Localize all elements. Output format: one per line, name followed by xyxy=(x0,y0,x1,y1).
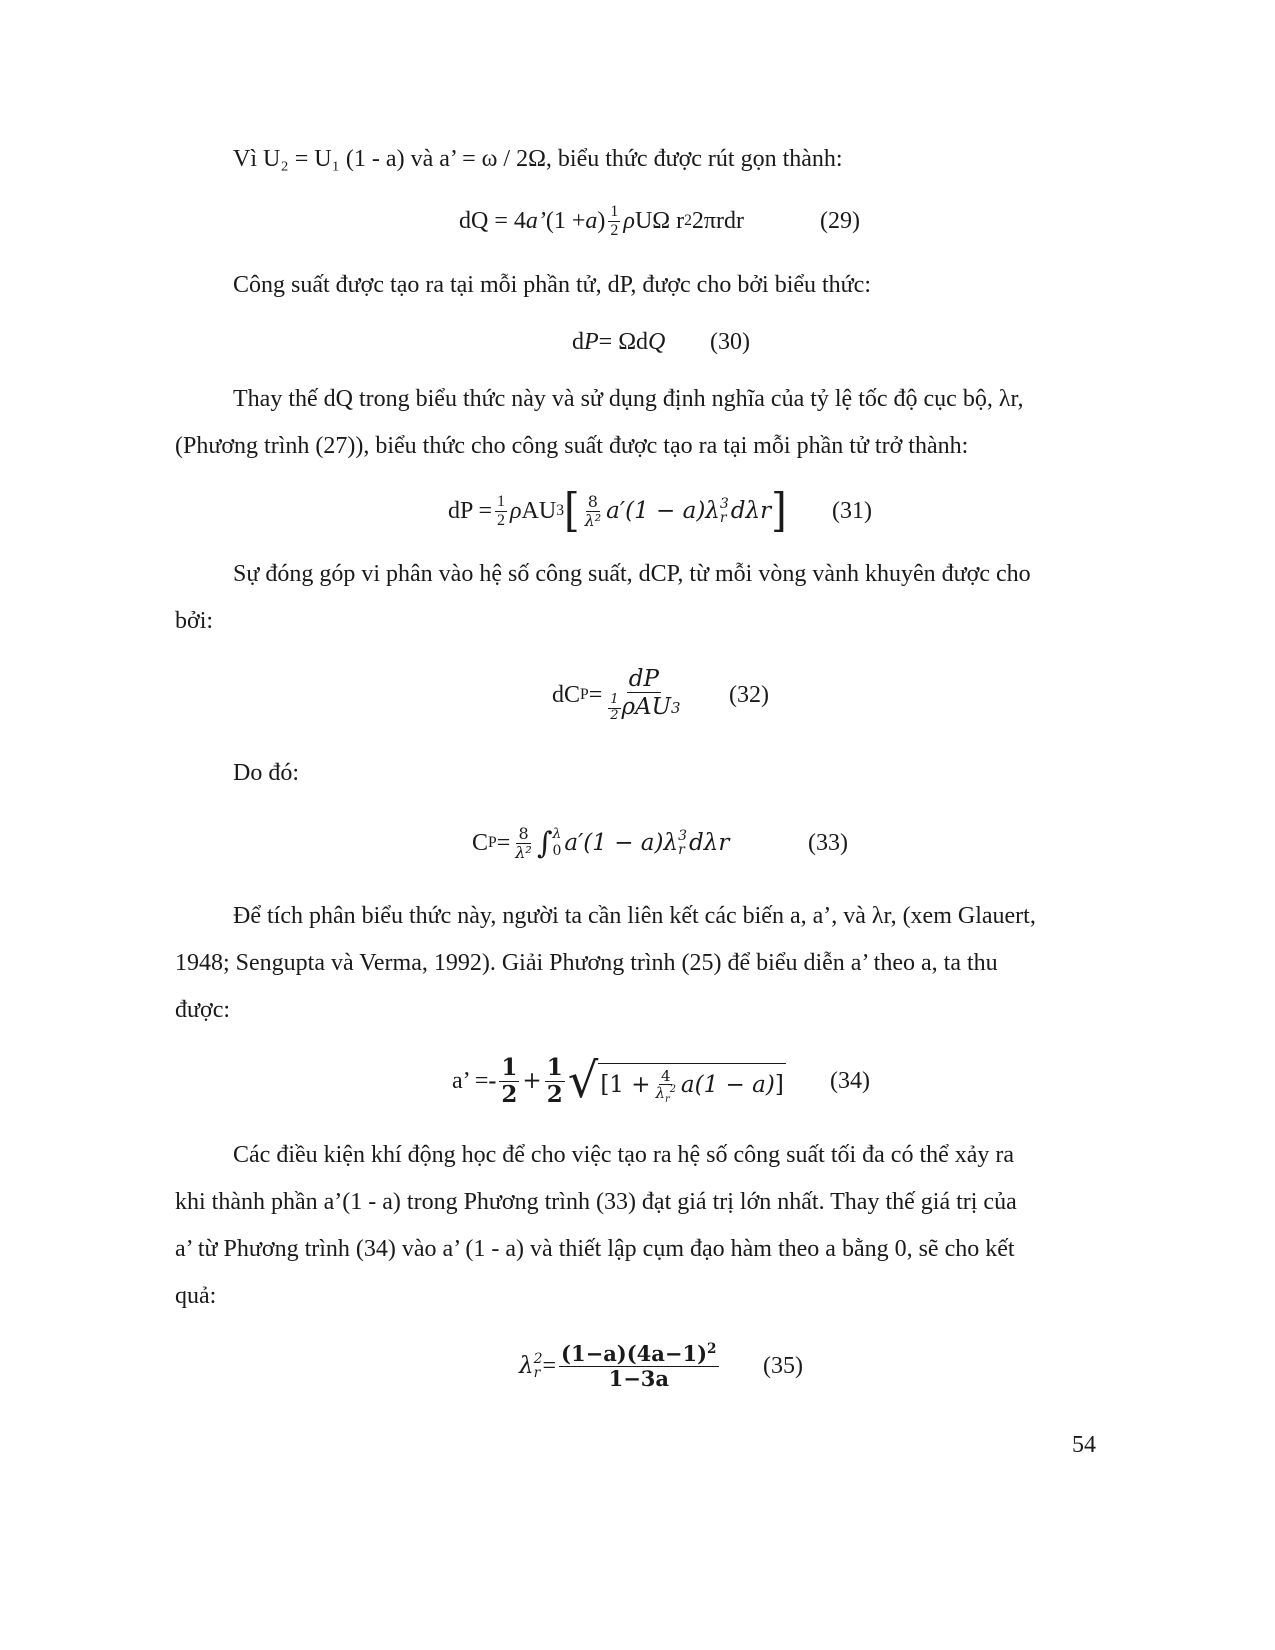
paragraph-4-line-2: bởi: xyxy=(175,608,214,634)
paragraph-2-text: Công suất được tạo ra tại mỗi phần tử, dP, được cho bởi biểu thức: xyxy=(233,272,872,298)
equation-35-number: (35) xyxy=(763,1352,803,1379)
paragraph-5-text: Do đó: xyxy=(233,760,299,786)
fraction-half: $\frac{1}{2}$ xyxy=(610,202,619,239)
equation-34-number: (34) xyxy=(830,1067,870,1094)
equation-32-number: (32) xyxy=(729,681,769,708)
equation-31-body: dP = $\frac{1}{2}$ ρ AU 3 [ $\frac{8}{\text{λ²}}$ a′(1 − a)λ 3 r dλ r ] xyxy=(448,484,787,538)
paragraph-3 xyxy=(175,376,1135,470)
paragraph-7 xyxy=(175,1132,1135,1320)
paragraph-3-line-1: Thay thế dQ trong biểu thức này và sử dụng định nghĩa của tỷ lệ tốc độ cục bộ, λr, xyxy=(233,386,1024,412)
fraction-one-half: $\frac{1}{2}$ xyxy=(501,1054,518,1108)
paragraph-7-line-2: khi thành phần a’(1 - a) trong Phương trình (33) đạt giá trị lớn nhất. Thay thế giá trị của xyxy=(175,1189,1017,1215)
equation-29-body: dQ = 4 a’ (1 + a ) $\frac{1}{2}$ ρ UΩ r 2 2πrdr xyxy=(459,202,745,239)
equation-30 xyxy=(0,307,1275,377)
paragraph-7-line-4: quả: xyxy=(175,1283,217,1309)
paragraph-2 xyxy=(175,262,1135,309)
fraction-8-over-lambda-sq: $\frac{8}{\text{λ²}}$ xyxy=(515,823,532,862)
fraction-lambda-r-squared: $\frac{(1-a)(4a-1)^2}{1-3a}$ xyxy=(561,1341,717,1391)
square-root: √ [1 + $\frac{4}{\lambda_r^2}$ a(1 − a) ] xyxy=(567,1053,784,1109)
fraction-8-over-lambda-sq: $\frac{8}{\text{λ²}}$ xyxy=(584,491,602,530)
equation-31 xyxy=(0,476,1275,546)
equation-31-number: (31) xyxy=(832,497,872,524)
equation-35-body: λ 2 r = $\frac{(1-a)(4a-1)^2}{1-3a}$ xyxy=(519,1341,717,1391)
paragraph-4-line-1: Sự đóng góp vi phân vào hệ số công suất, dCP, từ mỗi vòng vành khuyên được cho xyxy=(233,561,1031,587)
paragraph-6 xyxy=(175,893,1135,1034)
equation-33-number: (33) xyxy=(808,829,848,856)
fraction-one-half: $\frac{1}{2}$ xyxy=(546,1054,563,1108)
equation-35 xyxy=(0,1328,1275,1404)
equation-30-body: d P = Ωd Q xyxy=(572,328,666,355)
equation-32-body: dC P = dP $\frac{1}{2}$ ρAU 3 xyxy=(552,666,681,723)
paragraph-7-line-3: a’ từ Phương trình (34) vào a’ (1 - a) và thiết lập cụm đạo hàm theo a bằng 0, sẽ cho kết xyxy=(175,1236,1015,1262)
paragraph-7-line-1: Các điều kiện khí động học để cho việc tạo ra hệ số công suất tối đa có thể xảy ra xyxy=(233,1142,1015,1168)
paragraph-1-text: Vì U₂ = U₁ (1 - a) và a’ = ω / 2Ω, biểu thức được rút gọn thành: xyxy=(233,146,843,172)
equation-32 xyxy=(0,655,1275,735)
equation-33 xyxy=(0,808,1275,878)
paragraph-4 xyxy=(175,551,1135,645)
paragraph-6-line-2: 1948; Sengupta và Verma, 1992). Giải Phương trình (25) để biểu diễn a’ theo a, ta thu xyxy=(175,950,998,976)
paragraph-6-line-1: Để tích phân biểu thức này, người ta cần liên kết các biến a, a’, và λr, (xem Glauert, xyxy=(233,903,1036,929)
page-number: 54 xyxy=(1072,1432,1096,1458)
paragraph-3-line-2: (Phương trình (27)), biểu thức cho công suất được tạo ra tại mỗi phần tử trở thành: xyxy=(175,433,969,459)
equation-34-body: a’ = - $\frac{1}{2}$ + $\frac{1}{2}$ √ [1 + $\frac{4}{\lambda_r^2}$ a(1 − a) ] xyxy=(452,1053,784,1109)
paragraph-1 xyxy=(175,136,1135,183)
equation-29 xyxy=(0,186,1275,256)
paragraph-5 xyxy=(175,750,1135,797)
equation-29-number: (29) xyxy=(820,207,860,234)
equation-34 xyxy=(0,1043,1275,1119)
equation-30-number: (30) xyxy=(710,328,750,355)
fraction-half: $\frac{1}{2}$ xyxy=(497,492,505,529)
integral-sign: ∫ xyxy=(536,825,553,861)
fraction-dP-over-half-rho-AU3: dP $\frac{1}{2}$ ρAU 3 xyxy=(610,666,681,723)
equation-33-body: C P = $\frac{8}{\text{λ²}}$ ∫ λ 0 a′(1 − a)λ 3 r dλ r xyxy=(472,823,730,862)
paragraph-6-line-3: được: xyxy=(175,997,231,1023)
